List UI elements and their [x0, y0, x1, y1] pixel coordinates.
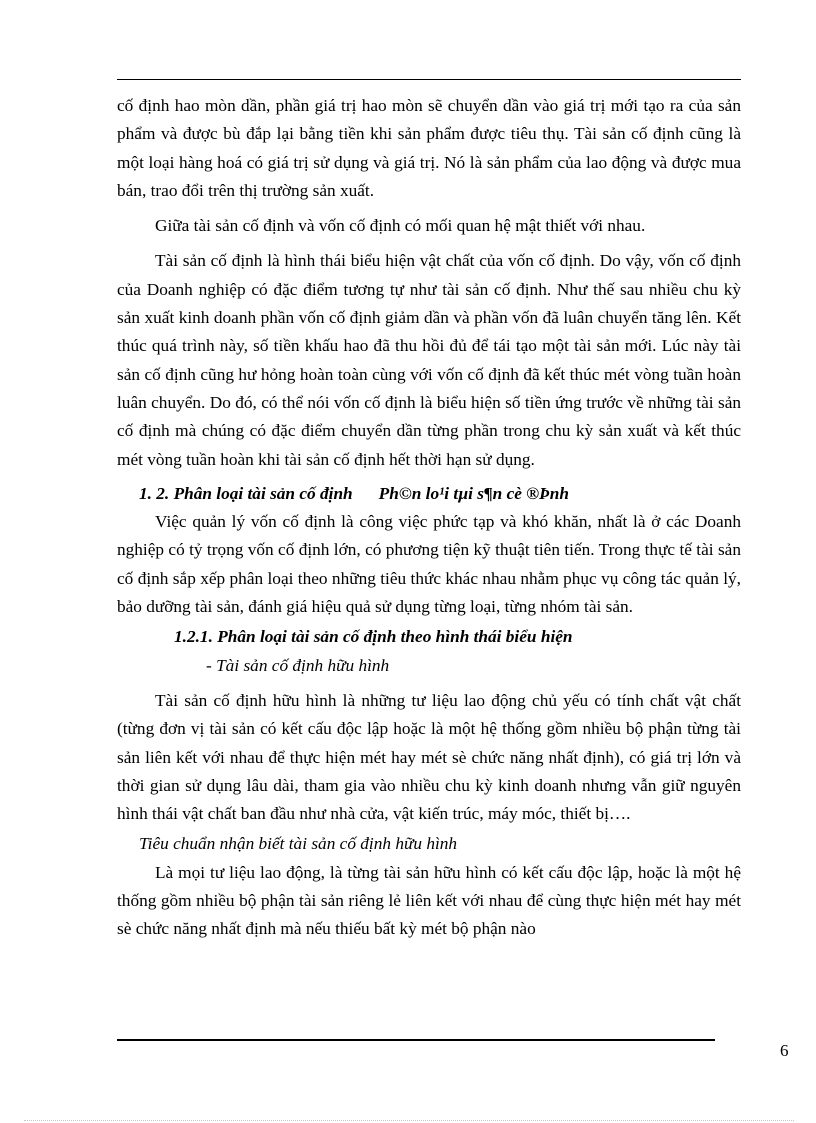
page-number: 6 [780, 1041, 789, 1060]
paragraph-continuation: cố định hao mòn dần, phần giá trị hao mòn sẽ chuyển dần vào giá trị mới tạo ra của sản phẩm và được bù đắp lại bằng tiền khi sản phẩm được tiêu thụ. Tài sản cố định cũng là một loại hàng hoá có giá trị sử dụng và giá trị. Nó là sản phẩm của lao động và được mua bán, trao đổi trên thị trường sản xuất. [117, 96, 741, 200]
paragraph-relationship: Giữa tài sản cố định và vốn cố định có mối quan hệ mật thiết với nhau. [155, 216, 646, 236]
section-heading-1-2-1: 1.2.1. Phân loại tài sản cố định theo hình thái biểu hiện [174, 627, 573, 647]
page-edge-divider [24, 1120, 794, 1121]
section-heading-1-2 [117, 480, 741, 508]
list-item-tangible-assets: - Tài sản cố định hữu hình [206, 655, 390, 675]
paragraph-criteria: Là mọi tư liệu lao động, là từng tài sản hữu hình có kết cấu độc lập, hoặc là một hệ thống gồm nhiều bộ phận tài sản riêng lẻ liên kết với nhau để cùng thực hiện mét hay mét sè chức năng nhất định mà nếu thiếu bất kỳ mét bộ phận nào [117, 862, 741, 939]
section-heading-1-2-garbled-text: Ph©n lo¹i tµi s¶n cè ®Þnh [378, 483, 569, 503]
paragraph-tangible-definition: Tài sản cố định hữu hình là những tư liệu lao động chủ yếu có tính chất vật chất (từng đơn vị tài sản có kết cấu độc lập hoặc là một hệ thống gồm nhiều bộ phận từng tài sản liên kết với nhau để thực hiện mét hay mét sè chức năng nhất định), có giá trị lớn và thời gian sử dụng lâu dài, tham gia vào nhiều chu kỳ kinh doanh nhưng vẫn giữ nguyên hình thái vật chất ban đầu như nhà cửa, vật kiến trúc, máy móc, thiết bị…. [117, 690, 741, 824]
paragraph-fixed-capital: Tài sản cố định là hình thái biểu hiện vật chất của vốn cố định. Do vậy, vốn cố định của Doanh nghiệp có đặc điểm tương tự như tài sản cố định. Như thế sau nhiều chu kỳ sản xuất kinh doanh phần vốn cố định giảm dần và phần vốn đã luân chuyển tăng lên. Kết thúc quá trình này, số tiền khấu hao đã thu hồi đủ để tái tạo một tài sản mới. Lúc này tài sản cố định cũng hư hỏng hoàn toàn cùng với vốn cố định đã kết thúc mét vòng tuần hoàn luân chuyển. Do đó, có thể nói vốn cố định là biểu hiện số tiền ứng trước về những tài sản cố định mà chúng có đặc điểm chuyển dần từng phần trong chu kỳ sản xuất và kết thúc mét vòng tuần hoàn khi tài sản cố định hết thời hạn sử dụng. [117, 251, 741, 469]
section-heading-1-2-text: 1. 2. Phân loại tài sản cố định [139, 483, 353, 503]
page-body [117, 92, 741, 944]
criteria-title: Tiêu chuẩn nhận biết tài sản cố định hữu hình [139, 834, 458, 854]
paragraph-management: Việc quản lý vốn cố định là công việc phức tạp và khó khăn, nhất là ở các Doanh nghiệp có tỷ trọng vốn cố định lớn, có phương tiện kỹ thuật tiên tiến. Trong thực tế tài sản cố định sắp xếp phân loại theo những tiêu thức khác nhau nhằm phục vụ công tác quản lý, bảo dưỡng tài sản, đánh giá hiệu quả sử dụng từng loại, từng nhóm tài sản. [117, 512, 741, 617]
footer-rule [117, 1039, 715, 1041]
header-rule [117, 79, 741, 80]
